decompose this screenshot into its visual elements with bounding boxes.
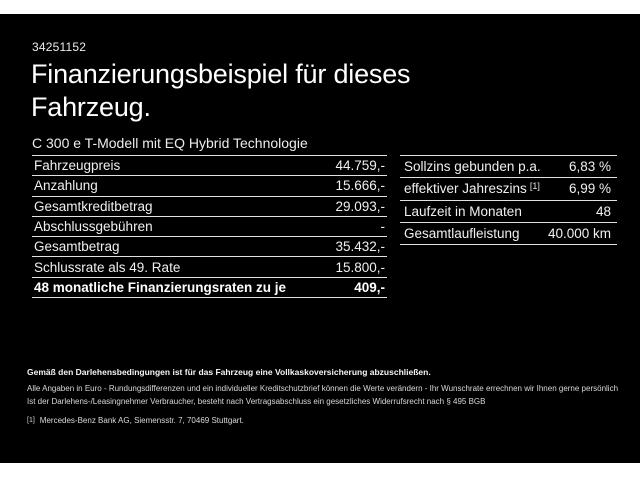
financing-table-row [32, 256, 387, 276]
insurance-note: Gemäß den Darlehensbedingungen ist für das Fahrzeug eine Vollkaskoversicherung abzuschließen. [27, 367, 431, 377]
row-label: 48 monatliche Finanzierungsraten zu je [34, 279, 287, 295]
row-value: 6,83 % [568, 159, 611, 175]
disclaimer-line-2: Ist der Darlehens-/Leasingnehmer Verbraucher, besteht nach Vertragsabschluss ein gesetzliches Widerrufsrecht nach § 495 BGB [27, 397, 486, 406]
row-value: 15.800,- [335, 259, 385, 275]
conditions-table-row [400, 155, 617, 177]
vehicle-id: 34251152 [32, 40, 87, 54]
row-label: Gesamtbetrag [34, 239, 120, 255]
conditions-table [400, 155, 617, 245]
row-label: Gesamtlaufleistung [404, 226, 520, 242]
row-value: 44.759,- [335, 158, 385, 174]
financing-table [32, 155, 387, 298]
row-label [404, 181, 540, 196]
row-value: 48 [595, 203, 611, 219]
row-label: Schlussrate als 49. Rate [34, 259, 181, 275]
row-value: 35.432,- [335, 239, 385, 255]
content-panel [0, 14, 640, 463]
row-label: Laufzeit in Monaten [404, 203, 522, 219]
page-title [31, 58, 410, 124]
vehicle-model: C 300 e T-Modell mit EQ Hybrid Technologie [32, 135, 308, 151]
financing-table-row [32, 155, 387, 175]
conditions-table-row [400, 222, 617, 244]
row-label: Sollzins gebunden p.a. [404, 159, 541, 175]
page-title-line-1: Finanzierungsbeispiel für dieses [31, 59, 411, 89]
row-label: Abschlussgebühren [34, 219, 153, 235]
footnote-reference: [1] [529, 181, 540, 192]
row-label: Anzahlung [34, 178, 98, 194]
page-title-line-2: Fahrzeug. [31, 92, 151, 122]
row-value: 40.000 km [547, 226, 611, 242]
row-value: 29.093,- [335, 198, 385, 214]
row-value: 15.666,- [335, 178, 385, 194]
row-label: Fahrzeugpreis [34, 158, 121, 174]
financing-table-row [32, 216, 387, 236]
financing-table-row-monthly-rate [32, 277, 387, 297]
row-value: 409,- [354, 279, 385, 295]
row-label: Gesamtkreditbetrag [34, 198, 153, 214]
row-label-text: effektiver Jahreszins [404, 181, 527, 197]
footnote [27, 414, 627, 427]
disclaimer-line-1: Alle Angaben in Euro - Rundungsdifferenzen und ein individueller Kreditschutzbrief können die Werte verändern - Ihr Wunschrate errechnen wir Ihnen gerne persönlich [27, 384, 619, 393]
legal-footer [27, 366, 627, 427]
footnote-marker: [1] [27, 417, 35, 424]
financing-table-row [32, 175, 387, 195]
row-value: 6,99 % [568, 181, 611, 197]
conditions-table-row [400, 200, 617, 222]
footnote-text: Mercedes-Benz Bank AG, Siemensstr. 7, 70469 Stuttgart. [39, 416, 244, 425]
row-value: - [380, 219, 385, 235]
financing-table-row [32, 236, 387, 256]
conditions-table-row [400, 177, 617, 199]
financing-table-row [32, 196, 387, 216]
